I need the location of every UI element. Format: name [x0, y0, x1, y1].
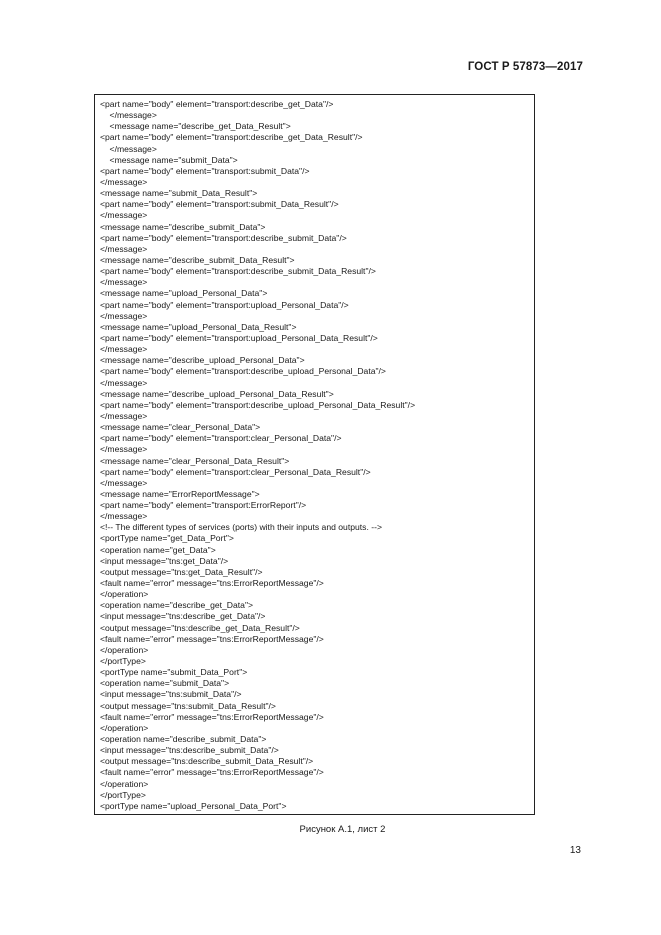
code-line: <part name="body" element="transport:describe_submit_Data"/> [100, 232, 347, 243]
code-line: <message name="describe_submit_Data"> [100, 221, 266, 232]
code-line: <part name="body" element="transport:describe_upload_Personal_Data_Result"/> [100, 399, 416, 410]
code-line: <portType name="get_Data_Port"> [100, 533, 234, 544]
code-line: </message> [100, 377, 148, 388]
code-line: </message> [100, 477, 148, 488]
code-line: </message> [100, 277, 148, 288]
code-line: <message name="clear_Personal_Data"> [100, 422, 261, 433]
code-line: <output message="tns:submit_Data_Result"/> [100, 700, 276, 711]
code-line: </message> [100, 444, 148, 455]
code-line: <message name="submit_Data_Result"> [100, 188, 258, 199]
code-line: <input message="tns:describe_get_Data"/> [100, 611, 266, 622]
code-line: <portType name="submit_Data_Port"> [100, 667, 248, 678]
code-line: <fault name="error" message="tns:ErrorReportMessage"/> [100, 711, 324, 722]
code-line: <output message="tns:describe_get_Data_Result"/> [100, 622, 300, 633]
code-line: <message name="describe_submit_Data_Result"> [100, 254, 295, 265]
code-line: <operation name="describe_submit_Data"> [100, 734, 267, 745]
code-line: <message name="submit_Data"> [100, 154, 238, 165]
code-line: </operation> [100, 722, 149, 733]
code-line: <operation name="get_Data"> [100, 544, 216, 555]
figure-caption: Рисунок А.1, лист 2 [299, 824, 386, 835]
code-line: <message name="upload_Personal_Data"> [100, 288, 268, 299]
code-line: <operation name="submit_Data"> [100, 678, 230, 689]
code-line: <!-- The different types of services (ports) with their inputs and outputs. --> [100, 522, 382, 533]
code-line: <part name="body" element="transport:describe_get_Data"/> [100, 99, 334, 109]
code-line: </operation> [100, 644, 149, 655]
code-line: <part name="body" element="transport:submit_Data"/> [100, 165, 310, 176]
page-number: 13 [569, 845, 581, 856]
code-line: <part name="body" element="transport:describe_get_Data_Result"/> [100, 132, 363, 143]
code-line: <input message="tns:submit_Data"/> [100, 689, 242, 700]
code-line: <part name="body" element="transport:ErrorReport"/> [100, 500, 307, 511]
code-line: </message> [100, 344, 148, 355]
code-line: <input message="tns:describe_submit_Data"/> [100, 745, 279, 756]
code-line: </message> [100, 176, 148, 187]
code-line: <message name="clear_Personal_Data_Result"> [100, 455, 290, 466]
code-line: </message> [100, 210, 148, 221]
code-line: <fault name="error" message="tns:ErrorReportMessage"/> [100, 633, 324, 644]
code-line: <message name="describe_upload_Personal_Data"> [100, 355, 305, 366]
code-line: </message> [100, 511, 148, 522]
code-line: <part name="body" element="transport:describe_submit_Data_Result"/> [100, 266, 376, 277]
standard-number: ГОСТ Р 57873—2017 [467, 61, 583, 73]
code-line: </portType> [100, 789, 146, 800]
code-line: <message name="describe_get_Data_Result"> [100, 121, 291, 132]
code-line: <input message="tns:get_Data"/> [100, 555, 229, 566]
code-line: <fault name="error" message="tns:ErrorReportMessage"/> [100, 578, 324, 589]
code-listing-frame [94, 94, 535, 815]
code-line: <message name="ErrorReportMessage"> [100, 488, 260, 499]
code-line: </message> [100, 243, 148, 254]
code-line: <portType name="upload_Personal_Data_Port"> [100, 800, 287, 811]
code-line: </portType> [100, 656, 146, 667]
code-line: <message name="describe_upload_Personal_Data_Result"> [100, 388, 334, 399]
code-line: </message> [100, 410, 148, 421]
code-line: <operation name="describe_get_Data"> [100, 600, 254, 611]
code-line: </operation> [100, 589, 149, 600]
document-header [468, 61, 583, 73]
code-line: <fault name="error" message="tns:ErrorReportMessage"/> [100, 767, 324, 778]
code-listing [100, 99, 530, 812]
code-line: </message> [100, 143, 157, 154]
code-line: <output message="tns:describe_submit_Data_Result"/> [100, 756, 314, 767]
code-line: <part name="body" element="transport:upload_Personal_Data_Result"/> [100, 332, 378, 343]
code-line: <part name="body" element="transport:upload_Personal_Data"/> [100, 299, 349, 310]
code-line: <output message="tns:get_Data_Result"/> [100, 566, 263, 577]
code-line: <message name="upload_Personal_Data_Result"> [100, 321, 297, 332]
code-line: </message> [100, 110, 157, 121]
code-line: <part name="body" element="transport:clear_Personal_Data"/> [100, 433, 342, 444]
code-line: <part name="body" element="transport:submit_Data_Result"/> [100, 199, 339, 210]
code-line: </operation> [100, 778, 149, 789]
code-line: <part name="body" element="transport:describe_upload_Personal_Data"/> [100, 366, 386, 377]
code-line: <part name="body" element="transport:clear_Personal_Data_Result"/> [100, 466, 371, 477]
code-line: </message> [100, 310, 148, 321]
